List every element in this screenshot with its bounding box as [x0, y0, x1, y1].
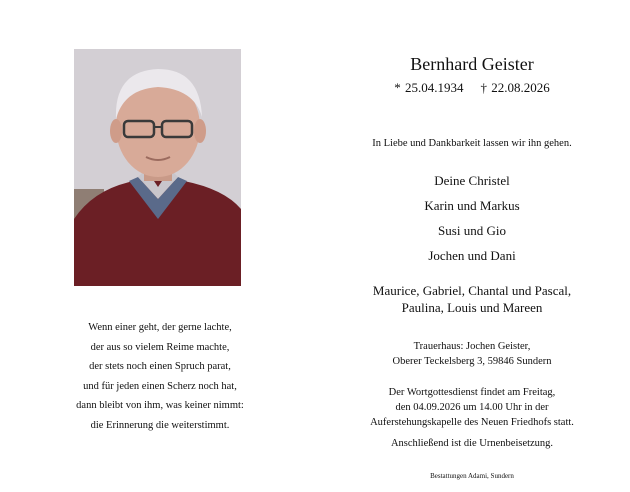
memorial-poem	[40, 318, 280, 436]
poem-line: die Erinnerung die weiterstimmt.	[90, 419, 230, 431]
funeral-home: Bestattungen Adami, Sundern	[430, 472, 514, 480]
poem-line: der aus so vielem Reime machte,	[90, 341, 230, 353]
burial-note: Anschließend ist die Urnenbeisetzung.	[390, 438, 554, 449]
service-line: Auferstehungskapelle des Neuen Friedhofs statt.	[370, 417, 574, 428]
service-info	[315, 385, 629, 430]
birth-date: * 25.04.1934	[394, 80, 464, 95]
family-member: Karin und Markus	[424, 198, 520, 213]
poem-line: Wenn einer geht, der gerne lachte,	[88, 322, 232, 333]
portrait-photo	[74, 49, 241, 286]
family-member: Deine Christel	[434, 173, 510, 188]
family-member: Susi und Gio	[438, 223, 506, 238]
family-list	[315, 168, 629, 268]
mourning-house-line: Trauerhaus: Jochen Geister,	[413, 341, 531, 352]
grandchildren-list	[315, 282, 629, 316]
mourning-house	[315, 339, 629, 369]
poem-line: und für jeden einen Scherz noch hat,	[83, 380, 237, 392]
poem-line: dann bleibt von ihm, was keiner nimmt:	[76, 400, 244, 412]
grandchildren-line: Paulina, Louis und Mareen	[401, 300, 543, 315]
life-dates	[315, 80, 629, 96]
poem-line: der stets noch einen Spruch parat,	[89, 361, 231, 373]
deceased-name: Bernhard Geister	[410, 54, 534, 74]
grandchildren-line: Maurice, Gabriel, Chantal und Pascal,	[372, 283, 572, 298]
service-line: den 04.09.2026 um 14.00 Uhr in der	[395, 402, 549, 413]
death-date: † 22.08.2026	[480, 80, 550, 95]
family-member: Jochen und Dani	[428, 248, 516, 263]
mourning-house-line: Oberer Teckelsberg 3, 59846 Sundern	[392, 356, 552, 367]
service-line: Der Wortgottesdienst findet am Freitag,	[388, 387, 556, 398]
intro-text: In Liebe und Dankbarkeit lassen wir ihn gehen.	[372, 138, 572, 149]
